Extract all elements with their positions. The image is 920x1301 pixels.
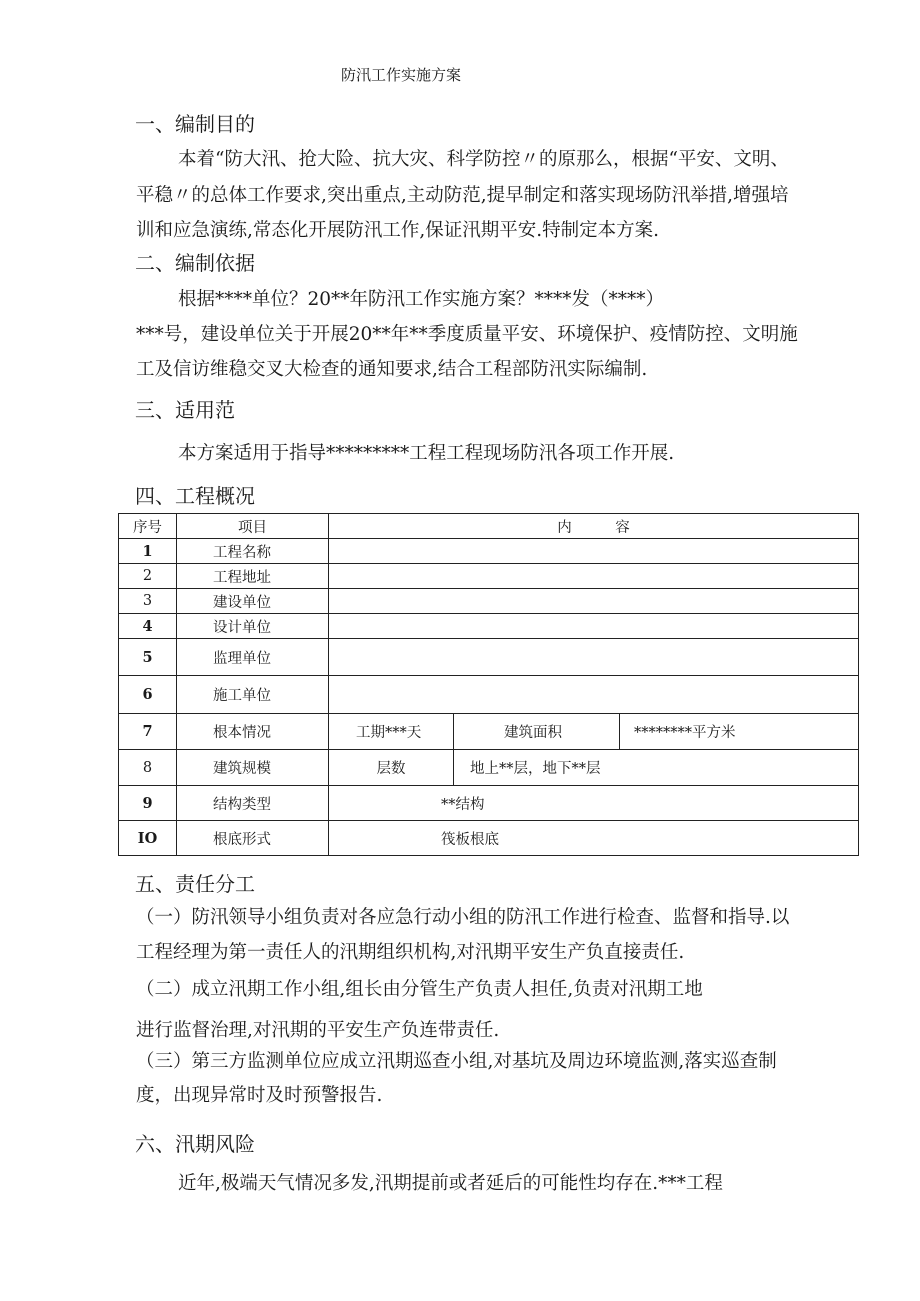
table-row bbox=[119, 589, 859, 614]
section-1-line-2: 平稳〃的总体工作要求,突出重点,主动防范,提早制定和落实现场防汛举措,增强培 bbox=[136, 185, 789, 206]
row-item: 工程名称 bbox=[177, 539, 329, 564]
row-content bbox=[329, 564, 859, 589]
section-6-line-1: 近年,极端天气情况多发,汛期提前或者延后的可能性均存在.***工程 bbox=[178, 1173, 723, 1194]
area-label-cell: 建筑面积 bbox=[454, 714, 620, 750]
duration-cell: 工期***天 bbox=[329, 714, 454, 750]
section-1-line-1: 本着“防大汛、抢大险、抗大灾、科学防控〃的原那么，根据“平安、文明、 bbox=[178, 149, 789, 170]
header-item: 项目 bbox=[177, 514, 329, 539]
section-5-line-2: 工程经理为第一责任人的汛期组织机构,对汛期平安生产负直接责任. bbox=[136, 942, 685, 963]
header-content: 内 容 bbox=[329, 514, 859, 539]
row-index: 7 bbox=[119, 714, 177, 750]
row-index: 1 bbox=[119, 539, 177, 564]
row-index: 4 bbox=[119, 614, 177, 639]
section-3-line-1: 本方案适用于指导*********工程工程现场防汛各项工作开展. bbox=[178, 443, 675, 464]
structure-type-cell: **结构 bbox=[329, 786, 859, 821]
row-item: 监理单位 bbox=[177, 639, 329, 676]
table-row bbox=[119, 639, 859, 676]
row-content bbox=[329, 539, 859, 564]
section-2-line-2: ***号，建设单位关于开展20**年**季度质量平安、环境保护、疫情防控、文明施 bbox=[136, 324, 798, 345]
section-2-line-3: 工及信访维稳交叉大检查的通知要求,结合工程部防汛实际编制. bbox=[136, 359, 648, 380]
row-content bbox=[329, 614, 859, 639]
table-row bbox=[119, 750, 859, 786]
section-6-heading: 六、汛期风险 bbox=[135, 1132, 255, 1156]
row-item: 根底形式 bbox=[177, 821, 329, 856]
section-2-heading: 二、编制依据 bbox=[135, 251, 255, 275]
section-5-line-5: （三）第三方监测单位应成立汛期巡查小组,对基坑及周边环境监测,落实巡查制 bbox=[136, 1051, 777, 1072]
row-item: 设计单位 bbox=[177, 614, 329, 639]
row-item: 根本情况 bbox=[177, 714, 329, 750]
row-index: 3 bbox=[119, 589, 177, 614]
table-row bbox=[119, 539, 859, 564]
section-1-line-3: 训和应急演练,常态化开展防汛工作,保证汛期平安.特制定本方案. bbox=[136, 220, 660, 241]
row-item: 施工单位 bbox=[177, 676, 329, 714]
table-row bbox=[119, 676, 859, 714]
row-index: IO bbox=[119, 821, 177, 856]
row-index: 9 bbox=[119, 786, 177, 821]
section-1-heading: 一、编制目的 bbox=[135, 112, 255, 136]
table-row bbox=[119, 714, 859, 750]
section-5-line-6: 度，出现异常时及时预警报告. bbox=[136, 1085, 383, 1106]
section-5-line-1: （一）防汛领导小组负责对各应急行动小组的防汛工作进行检查、监督和指导.以 bbox=[136, 907, 790, 928]
project-overview-table bbox=[118, 513, 859, 856]
table-row bbox=[119, 614, 859, 639]
section-5-heading: 五、责任分工 bbox=[135, 872, 255, 896]
table-row bbox=[119, 821, 859, 856]
table-row bbox=[119, 564, 859, 589]
section-2-line-1: 根据****单位？20**年防汛工作实施方案？****发（****） bbox=[178, 289, 665, 310]
row-index: 8 bbox=[119, 750, 177, 786]
area-value-cell: ********平方米 bbox=[620, 714, 859, 750]
section-5-line-3: （二）成立汛期工作小组,组长由分管生产负责人担任,负责对汛期工地 bbox=[136, 979, 703, 1000]
row-content bbox=[329, 589, 859, 614]
section-4-heading: 四、工程概况 bbox=[135, 484, 255, 508]
floors-value-cell: 地上**层，地下**层 bbox=[454, 750, 859, 786]
row-content bbox=[329, 676, 859, 714]
foundation-type-cell: 筏板根底 bbox=[329, 821, 859, 856]
row-index: 2 bbox=[119, 564, 177, 589]
section-5-line-4: 进行监督治理,对汛期的平安生产负连带责任. bbox=[136, 1020, 500, 1041]
row-item: 建设单位 bbox=[177, 589, 329, 614]
row-index: 5 bbox=[119, 639, 177, 676]
table-header-row bbox=[119, 514, 859, 539]
row-item: 工程地址 bbox=[177, 564, 329, 589]
row-index: 6 bbox=[119, 676, 177, 714]
section-3-heading: 三、适用范 bbox=[135, 398, 235, 422]
row-item: 建筑规模 bbox=[177, 750, 329, 786]
document-title: 防汛工作实施方案 bbox=[341, 66, 462, 84]
row-item: 结构类型 bbox=[177, 786, 329, 821]
table-row bbox=[119, 786, 859, 821]
row-content bbox=[329, 639, 859, 676]
header-index: 序号 bbox=[119, 514, 177, 539]
floors-label-cell: 层数 bbox=[329, 750, 454, 786]
